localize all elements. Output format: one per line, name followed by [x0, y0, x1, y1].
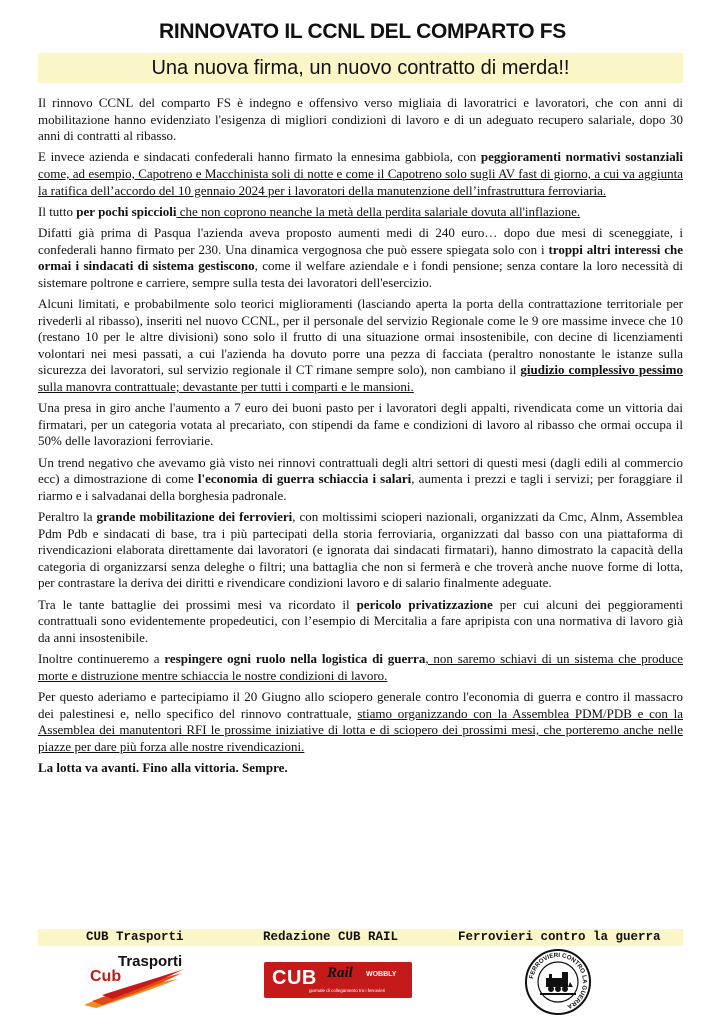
text-span: , come il welfare aziendale e i fondi pensione; senza contare la loro necessità di sistemare poltrone e carriere, sempre sulla testa dei lavoratori dell'esercizio. [38, 258, 684, 290]
cub-trasporti-logo-graphic [78, 951, 188, 1009]
cub-rail-logo [264, 962, 412, 998]
bold-phrase: per pochi spiccioli [76, 203, 177, 219]
text-span: E invece azienda e sindacati confederali hanno firmato la ennesima gabbiola, con [38, 149, 481, 165]
bold-phrase: troppi altri interessi che ormai i sindacati di sistema gestiscono [38, 241, 683, 274]
bold-phrase: pericolo privatizzazione [356, 596, 493, 612]
fcg-ring-text: FERROVIERI CONTRO LA GUERRA [528, 951, 589, 1010]
page-title: RINNOVATO IL CCNL DEL COMPARTO FS [158, 20, 566, 43]
underlined-phrase: che non coprono neanche la metà della perdita salariale dovuta all'inflazione. [176, 203, 581, 219]
logo-rail-cub: CUB [272, 967, 317, 989]
paragraph-10 [38, 651, 683, 684]
fcg-seal-graphic [524, 948, 592, 1016]
text-span: Inoltre continueremo a [38, 651, 165, 667]
text-span: Peraltro la [38, 509, 97, 525]
bold-phrase: grande mobilitazione dei ferrovieri [96, 509, 293, 525]
bold-underlined-phrase: giudizio complessivo pessimo [520, 362, 683, 378]
bold-phrase: l'economia di guerra schiaccia i salari [197, 471, 412, 487]
paragraph-8 [38, 509, 683, 592]
paragraph-7 [38, 455, 683, 505]
text-span: , con moltissimi scioperi nazionali, organizzati da Cmc, Alnm, Assemblea Pdm Pdb e sindacati di base, tra i più partecipati della storia ferroviaria, organizzati dal basso con una piattaforma di rivendicazioni elaborata direttamente dai lavoratori (e ignorata dai sindacati firmatari), hanno dimostrato la capacità della categoria di organizzarsi senza deleghe o filtri; una battaglia che non si fermerà e che troverà anche nuove forme di lotta, per contrastare la deriva dei diritti e rivendicare condizioni lavoro e di salario finalmente adeguate. [38, 509, 683, 591]
text-span: Difatti già prima di Pasqua l'azienda aveva proposto aumenti medi di 240 euro… dopo due mesi di sceneggiate, i confederali hanno firmato per 230. Una dinamica vergognosa che può essere spiegata solo con i [38, 225, 683, 257]
text-span: Tra le tante battaglie dei prossimi mesi va ricordato il [38, 596, 357, 612]
ferrovieri-contro-la-guerra-logo [524, 948, 592, 1016]
cub-trasporti-logo [78, 951, 188, 1009]
paragraph-3 [38, 204, 683, 221]
logo-word-cub: Cub [90, 968, 122, 985]
bold-phrase: peggioramenti normativi sostanziali [480, 149, 683, 165]
paragraph-6: Una presa in giro anche l'aumento a 7 euro dei buoni pasto per i lavoratori degli appalti, rivendicata come un vittoria dai firmatari, per un categoria votata al precariato, con stipendi da fame e condizioni di lavoro al ribasso che ormai occupa il 50% delle lavorazioni ferroviarie. [38, 400, 683, 449]
paragraph-5 [38, 296, 683, 395]
bold-phrase: respingere ogni ruolo nella logistica di guerra [164, 651, 426, 667]
article-body [38, 95, 683, 781]
logo-rail-wobbly: WOBBLY [366, 971, 397, 978]
subtitle: Una nuova firma, un nuovo contratto di merda!! [151, 57, 570, 79]
text-span: Il tutto [38, 203, 77, 219]
footer-redazione-cub-rail: Redazione CUB RAIL [263, 930, 399, 944]
paragraph-4 [38, 225, 683, 291]
paragraph-9 [38, 597, 683, 647]
underlined-phrase: sulla manovra contrattuale; devastante per tutti i comparti e le mansioni. [38, 378, 414, 394]
footer-ferrovieri-contro-la-guerra: Ferrovieri contro la guerra [458, 930, 661, 944]
footer-band [38, 929, 683, 946]
footer-cub-trasporti: CUB Trasporti [86, 930, 184, 944]
underlined-phrase: stiamo organizzando con la Assemblea PDM/PDB e con la Assemblea dei manutentori RFI le prossime iniziative di lotta e di sciopero dei prossimi mesi, che porteremo anche nelle piazze per dare più forza alle nostre rivendicazioni. [38, 705, 683, 754]
text-span: Alcuni limitati, e probabilmente solo teorici miglioramenti (lasciando aperta la porta della contrattazione territoriale per rivederli al ribasso), inseriti nel nuovo CCNL, per il personale del servizio Regionale come le 9 ore massime invece che 10 (restano 10 per le altre divisioni) sono solo il frutto di una situazione ormai insostenibile, con decine di licenziamenti volontari nei mesi passati, a cui l'azienda ha dovuto porre una pezza di facciata (peraltro nonostante le istanze sulla sicurezza dei lavoratori, sul servizio regionale il CT rimane sempre solo), non cambiano il [38, 296, 683, 378]
logo-rail-word: Rail [327, 965, 353, 981]
closing-line: La lotta va avanti. Fino alla vittoria. Sempre. [38, 760, 288, 775]
text-span: , aumenta i prezzi e tagli i servizi; per foraggiare il riarmo e i salvadanai della borghesia padronale. [38, 471, 683, 503]
paragraph-1: Il rinnovo CCNL del comparto FS è indegno e offensivo verso migliaia di lavoratrici e lavoratori, che con anni di mobilitazione hanno evidenziato l'esigenza di migliori condizioni di lavoro e di un adeguato recupero salariale, dopo 30 anni di contratti al ribasso. [38, 95, 683, 144]
text-span: Per questo aderiamo e partecipiamo il 20 Giugno allo sciopero generale contro l'economia di guerra e contro il massacro dei palestinesi e, nello specifico del rinnovo contrattuale, [38, 689, 683, 721]
paragraph-2 [38, 149, 683, 199]
paragraph-11 [38, 689, 683, 755]
text-span: Un trend negativo che avevamo già visto nei rinnovi contrattuali degli altri settori di questi mesi (dagli edili al commercio ecc) a dimostrazione di come [38, 454, 683, 487]
logo-rail-tagline: giornale di collegamento tra i ferrovieri [309, 988, 386, 993]
subtitle-banner [38, 53, 683, 83]
underlined-phrase: come, ad esempio, Capotreno e Macchinista soli di notte e come il Capotreno solo sugli AV fast di giorno, a cui va aggiunta la ratifica dell’accordo del 10 gennaio 2024 per i lavoratori della manutenzione dell’infrastruttura ferroviaria. [38, 165, 683, 198]
text-span: per cui alcuni dei peggioramenti contrattuali sono evidentemente propedeutici, con l’esempio di Mercitalia a fare apripista con una normativa di lavoro già da anni insostenibile. [38, 596, 683, 645]
logo-word-trasporti: Trasporti [118, 953, 183, 970]
underlined-phrase: , non saremo schiavi di un sistema che produce morte e distruzione mentre schiaccia le nostre condizioni di lavoro. [38, 651, 683, 683]
